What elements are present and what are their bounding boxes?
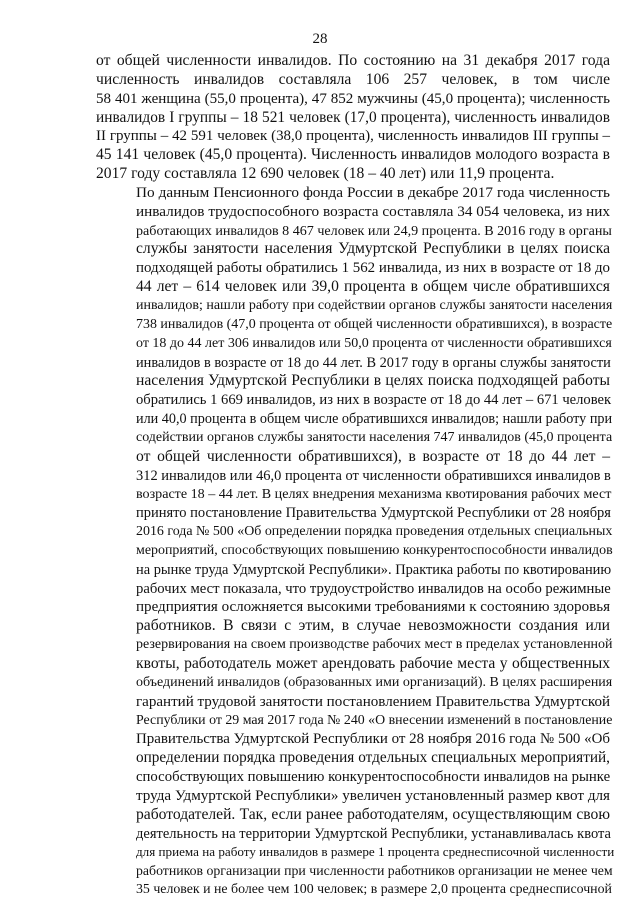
- text-line: 45 141 человек (45,0 процента). Численность инвалидов молодого возраста в: [96, 146, 610, 164]
- text-line: на рынке труда Удмуртской Республики». Практика работы по квотированию: [136, 561, 612, 578]
- text-line: обратились 1 669 инвалидов, из них в возрасте от 18 до 44 лет – 671 человек: [136, 392, 612, 409]
- text-line: определении порядка проведения отдельных специальных мероприятий,: [136, 749, 610, 767]
- text-line: рабочих мест показала, что трудоустройство инвалидов на особо режимные: [136, 580, 611, 597]
- text-line: 2017 году составляла 12 690 человек (18 – 40 лет) или 11,9 процента.: [96, 165, 555, 183]
- text-line: населения Удмуртской Республики в целях поиска подходящей работы: [136, 372, 610, 390]
- text-line: предприятия осложняется высокими требованиями к состоянию здоровья: [136, 599, 610, 616]
- body-text: [96, 52, 615, 900]
- text-line: гарантий трудовой занятости постановлением Правительства Удмуртской: [136, 693, 611, 710]
- text-line: работающих инвалидов 8 467 человек или 24,9 процента. В 2016 году в органы: [136, 222, 612, 239]
- paragraph: [96, 52, 610, 184]
- text-line: инвалидов трудоспособного возраста составляла 34 054 человека, из них: [136, 202, 610, 220]
- text-line: возрасте 18 – 44 лет. В целях внедрения механизма квотирования рабочих мест: [136, 486, 612, 503]
- text-line: 2016 года № 500 «Об определении порядка проведения отдельных специальных: [136, 524, 613, 540]
- text-line: от общей численности инвалидов. По состоянию на 31 декабря 2017 года: [96, 52, 610, 69]
- paragraph: [96, 183, 615, 900]
- text-line: 35 человек и не более чем 100 человек; в размере 2,0 процента среднесписочной: [136, 882, 612, 898]
- text-line: содействии органов службы занятости населения 747 инвалидов (45,0 процента: [136, 429, 613, 445]
- text-line: работников. В связи с этим, в случае невозможности создания или: [136, 617, 610, 635]
- text-line: инвалидов; нашли работу при содействии органов службы занятости населения: [136, 297, 613, 313]
- page-number: 28: [312, 31, 328, 47]
- text-line: работодателей. Так, если ранее работодателям, осуществляющим свою: [136, 805, 610, 823]
- text-line: инвалидов I группы – 18 521 человек (17,0 процента), численность инвалидов: [96, 108, 610, 126]
- text-line: мероприятий, способствующих повышению конкурентоспособности инвалидов: [136, 542, 613, 558]
- text-line: квоты, работодатель может арендовать рабочие места у общественных: [136, 655, 610, 672]
- text-line: объединений инвалидов (образованных ими организаций). В целях расширения: [136, 674, 613, 690]
- text-line: 738 инвалидов (47,0 процента от общей численности обратившихся), в возрасте: [136, 316, 613, 332]
- text-line: 44 лет – 614 человек или 39,0 процента в общем числе обратившихся: [136, 278, 610, 296]
- text-line: 312 инвалидов или 46,0 процента от численности обратившихся инвалидов в: [136, 467, 611, 484]
- text-line: от 18 до 44 лет 306 инвалидов или 50,0 процента от численности обратившихся: [136, 335, 612, 351]
- text-line: По данным Пенсионного фонда России в декабре 2017 года численность: [136, 183, 610, 201]
- text-line: численность инвалидов составляла 106 257 человек, в том числе: [96, 70, 610, 88]
- text-line: принято постановление Правительства Удмуртской Республики от 28 ноября: [136, 505, 611, 522]
- text-line: службы занятости населения Удмуртской Республики в целях поиска: [136, 240, 610, 258]
- text-line: деятельность на территории Удмуртской Республики, устанавливалась квота: [136, 825, 611, 842]
- text-line: резервирования на своем производстве рабочих мест в пределах установленной: [136, 637, 613, 653]
- text-line: II группы – 42 591 человек (38,0 процента), численность инвалидов III группы –: [96, 128, 610, 145]
- text-line: от общей численности обратившихся), в возрасте от 18 до 44 лет –: [136, 447, 610, 465]
- text-line: Республики от 29 мая 2017 года № 240 «О внесении изменений в постановление: [136, 712, 613, 728]
- text-line: или 40,0 процента в общем числе обратившихся инвалидов; нашли работу при: [136, 411, 613, 428]
- text-line: для приема на работу инвалидов в размере 1 процента среднесписочной численности: [136, 844, 615, 860]
- text-line: работников организации при численности работников организации не менее чем: [136, 863, 613, 879]
- text-line: Правительства Удмуртской Республики от 28 ноября 2016 года № 500 «Об: [136, 731, 610, 748]
- text-line: 58 401 женщина (55,0 процента), 47 852 мужчины (45,0 процента); численность: [96, 90, 610, 107]
- text-line: способствующих повышению конкурентоспособности инвалидов на рынке: [136, 769, 611, 786]
- text-line: инвалидов в возрасте от 18 до 44 лет. В 2017 году в органы службы занятости: [136, 354, 611, 371]
- text-line: подходящей работы обратились 1 562 инвалида, из них в возрасте от 18 до: [136, 260, 610, 277]
- text-line: труда Удмуртской Республики» увеличен установленный размер квот для: [136, 787, 610, 804]
